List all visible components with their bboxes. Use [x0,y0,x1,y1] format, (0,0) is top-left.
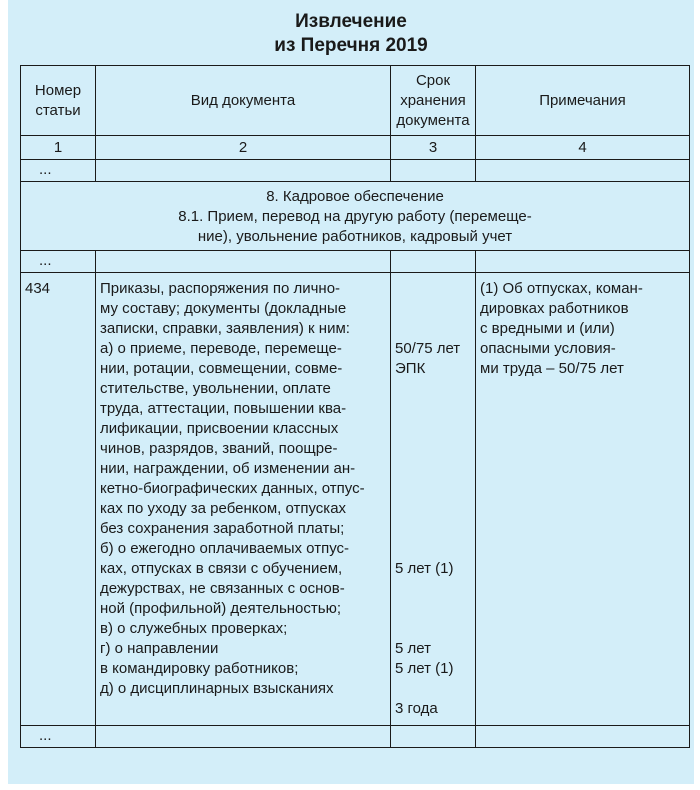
ellipsis-row [21,160,690,182]
extract-panel [8,0,694,784]
empty-cell [391,251,476,273]
column-number: 3 [391,136,476,160]
header-notes: Примечания [476,66,690,136]
term-b: 5 лет (1) [395,560,454,577]
article-row [21,273,690,726]
ellipsis: ... [21,160,96,182]
header-article-number: Номер статьи [21,66,96,136]
term-d: 3 года [395,700,438,717]
term-g: 5 лет (1) [395,660,454,677]
empty-cell [96,726,391,748]
empty-cell [391,726,476,748]
section-row [21,182,690,251]
column-number: 2 [96,136,391,160]
empty-cell [96,160,391,182]
retention-table [20,65,690,748]
header-retention-term: Срок хранения документа [391,66,476,136]
article-document-description: Приказы, распоряжения по лично- му составу; документы (докладные записки, справки, заявления) к ним: а) о приеме, переводе, перемеще- нии, ротации, совмещении, совме- стительстве, увольнении, оплате труда, аттестации, повышении ква- лификации, присвоении классных чинов, разрядов, званий, поощре- нии, награждении, об изменении ан- кетно-биографических данных, отпус- ках по уходу за ребенком, отпусках без сохранения заработной платы; б) о ежегодно оплачиваемых отпус- ках, отпусках в связи с обучением, дежурствах, не связанных с основ- ной (профильной) деятельностью; в) о служебных проверках; г) о направлении в командировку работников; д) о дисциплинарных взысканиях [96,273,391,726]
column-number: 1 [21,136,96,160]
ellipsis-row [21,726,690,748]
empty-cell [476,251,690,273]
column-numbers-row [21,136,690,160]
empty-cell [391,160,476,182]
header-row [21,66,690,136]
section-title: 8. Кадровое обеспечение [266,188,444,205]
ellipsis-row [21,251,690,273]
term-a-note: ЭПК [395,360,426,377]
empty-cell [96,251,391,273]
term-a: 50/75 лет [395,340,461,357]
term-v: 5 лет [395,640,431,657]
header-document-type: Вид документа [96,66,391,136]
article-number: 434 [21,273,96,726]
subsection-title-line-2: ние), увольнение работников, кадровый учет [197,228,513,245]
article-note: (1) Об отпусках, коман- дировках работников с вредными и (или) опасными условия- ми труда – 50/75 лет [476,273,690,726]
ellipsis: ... [21,726,96,748]
empty-cell [476,160,690,182]
title-line-2: из Перечня 2019 [274,35,428,56]
column-number: 4 [476,136,690,160]
document-title [8,10,694,58]
article-retention-terms [391,273,476,726]
section-heading [21,182,690,251]
empty-cell [476,726,690,748]
subsection-title-line-1: 8.1. Прием, перевод на другую работу (перемеще- [178,208,532,225]
ellipsis: ... [21,251,96,273]
title-line-1: Извлечение [295,11,407,32]
